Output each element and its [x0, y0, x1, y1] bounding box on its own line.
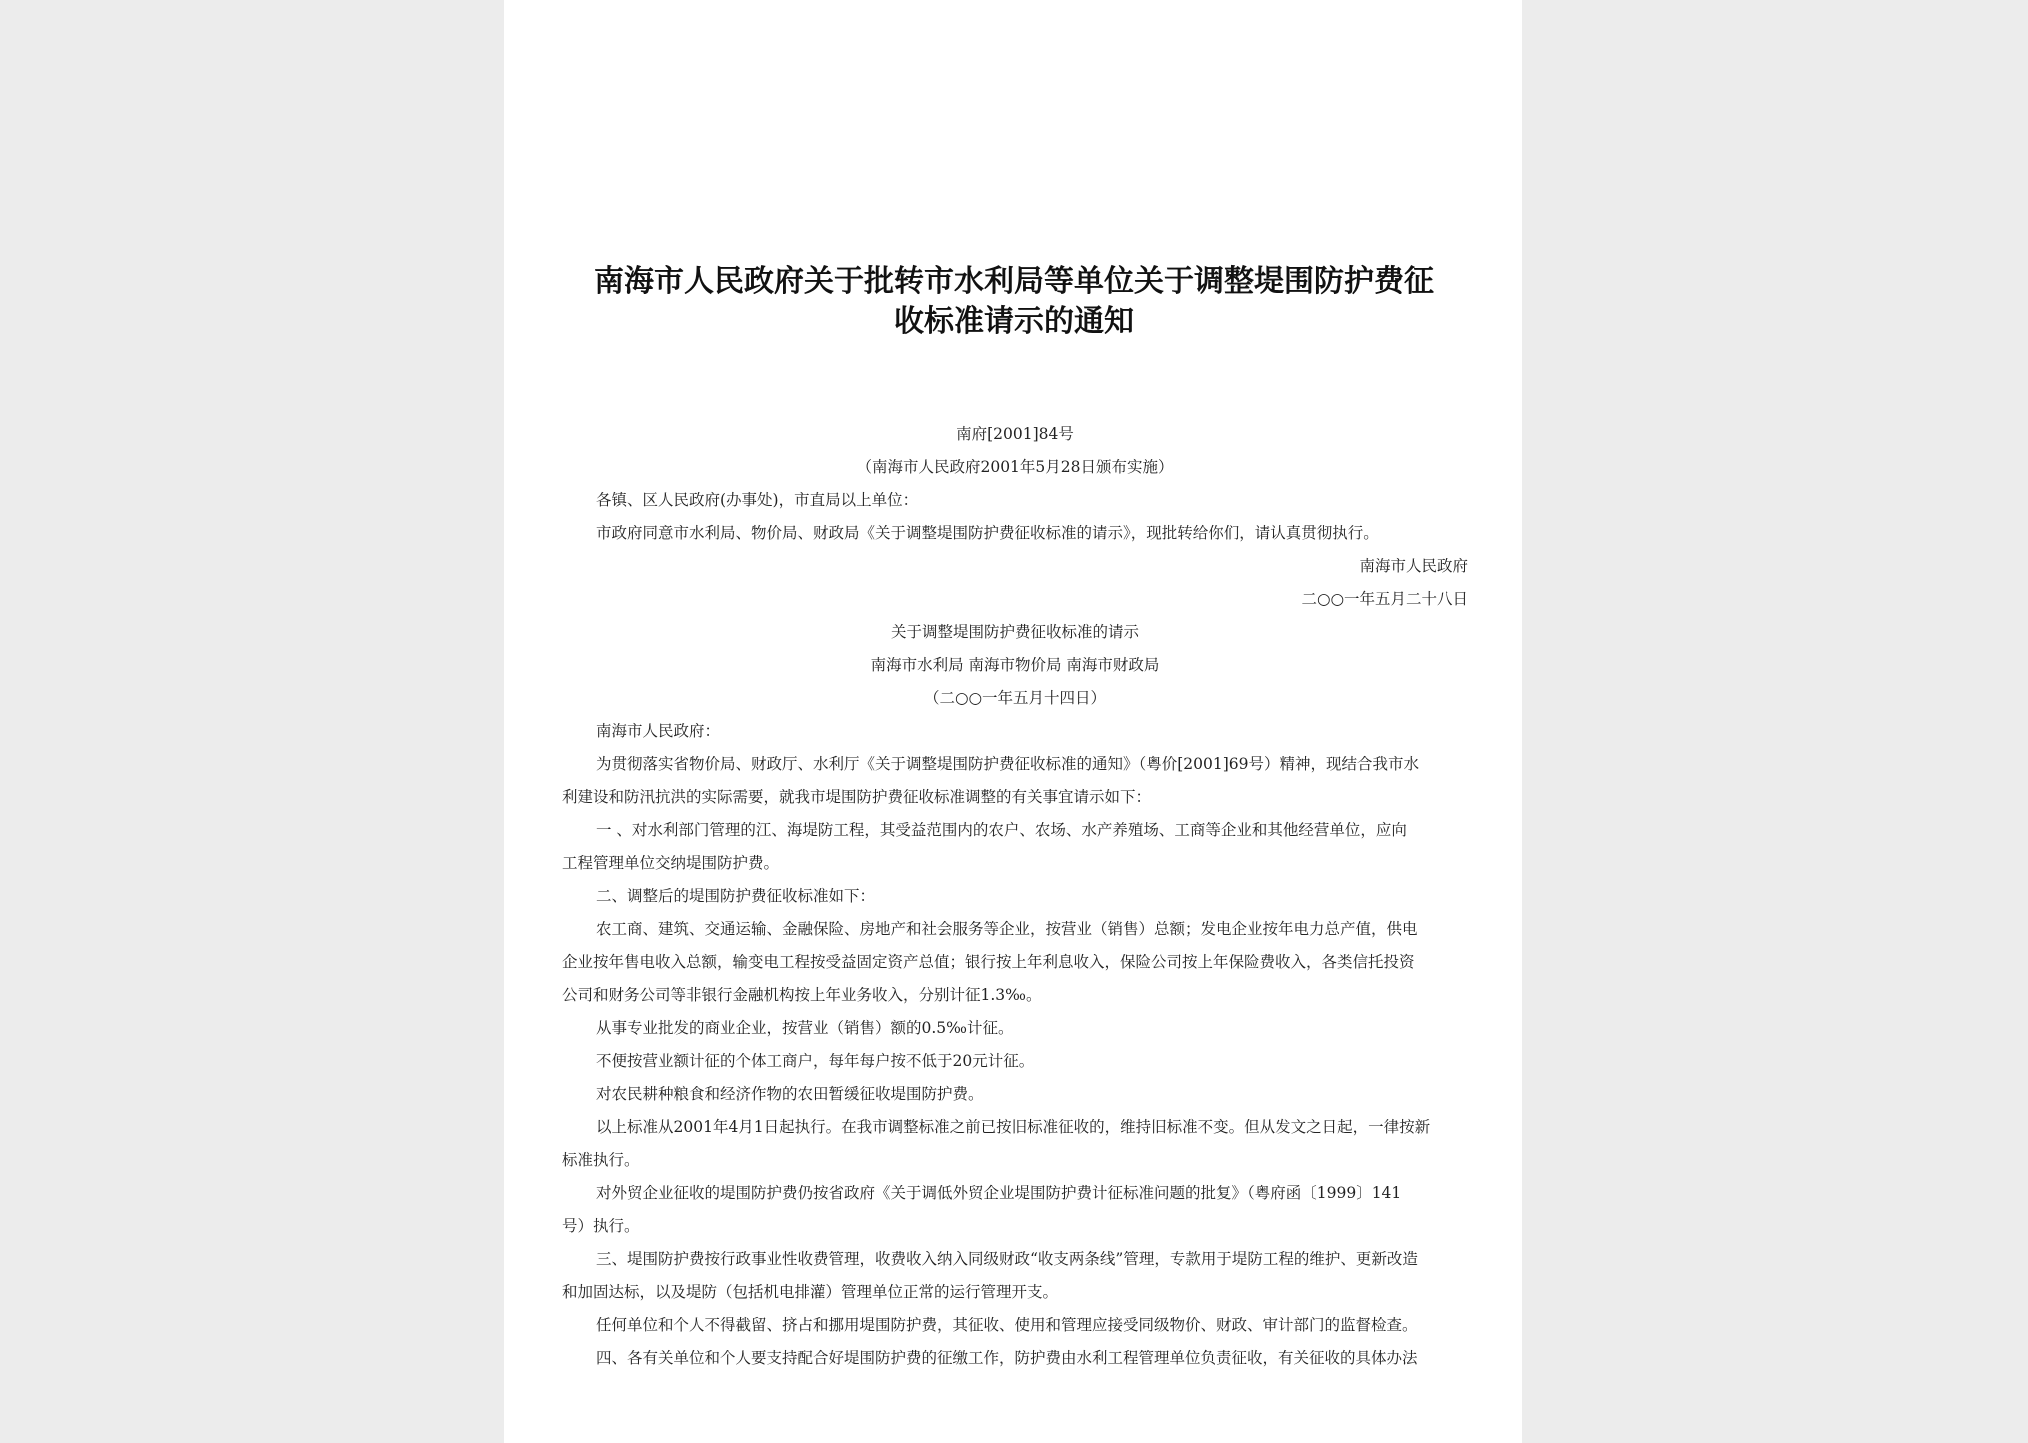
body-line: 一 、对水利部门管理的江、海堤防工程，其受益范围内的农户、农场、水产养殖场、工商等企业和其他经营单位，应向 — [596, 821, 1407, 839]
body-line: 和加固达标，以及堤防（包括机电排灌）管理单位正常的运行管理开支。 — [562, 1283, 1059, 1301]
body-line: 对外贸企业征收的堤围防护费仍按省政府《关于调低外贸企业堤围防护费计征标准问题的批复》（粤府函〔1999〕141 — [596, 1184, 1402, 1202]
signature-org: 南海市人民政府 — [1359, 557, 1468, 575]
body-line: 公司和财务公司等非银行金融机构按上年业务收入，分别计征1.3‰。 — [562, 986, 1042, 1004]
document-page — [504, 0, 1522, 1443]
body-line: 为贯彻落实省物价局、财政厅、水利厅《关于调整堤围防护费征收标准的通知》（粤价[2001]69号）精神，现结合我市水 — [596, 755, 1420, 773]
body-line: 以上标准从2001年4月1日起执行。在我市调整标准之前已按旧标准征收的，维持旧标准不变。但从发文之日起，一律按新 — [596, 1118, 1431, 1136]
document-title: 南海市人民政府关于批转市水利局等单位关于调整堤围防护费征收标准请示的通知 — [594, 264, 1434, 339]
issue-note: （南海市人民政府2001年5月28日颁布实施） — [856, 458, 1174, 476]
request-addressee: 南海市人民政府： — [596, 722, 721, 740]
request-orgs: 南海市水利局 南海市物价局 南海市财政局 — [870, 656, 1160, 674]
body-line: 企业按年售电收入总额，输变电工程按受益固定资产总值；银行按上年利息收入，保险公司按上年保险费收入，各类信托投资 — [562, 953, 1415, 971]
request-title: 关于调整堤围防护费征收标准的请示 — [890, 623, 1139, 641]
body-line: 四、各有关单位和个人要支持配合好堤围防护费的征缴工作，防护费由水利工程管理单位负责征收，有关征收的具体办法 — [596, 1349, 1418, 1367]
doc-number: 南府[2001]84号 — [956, 425, 1074, 443]
body-line: 从事专业批发的商业企业，按营业（销售）额的0.5‰计征。 — [596, 1019, 1014, 1037]
body-line: 对农民耕种粮食和经济作物的农田暂缓征收堤围防护费。 — [596, 1085, 984, 1103]
addressee: 各镇、区人民政府(办事处)，市直局以上单位： — [596, 491, 919, 509]
body-line: 工程管理单位交纳堤围防护费。 — [562, 854, 780, 872]
request-date: （二○○一年五月十四日） — [923, 689, 1107, 707]
intro-paragraph: 市政府同意市水利局、物价局、财政局《关于调整堤围防护费征收标准的请示》，现批转给你们，请认真贯彻执行。 — [596, 524, 1379, 542]
body-line: 农工商、建筑、交通运输、金融保险、房地产和社会服务等企业，按营业（销售）总额；发电企业按年电力总产值，供电 — [596, 920, 1418, 938]
body-line: 三、堤围防护费按行政事业性收费管理，收费收入纳入同级财政“收支两条线”管理，专款用于堤防工程的维护、更新改造 — [596, 1250, 1418, 1268]
signature-date: 二○○一年五月二十八日 — [1301, 590, 1468, 608]
body-line: 不便按营业额计征的个体工商户，每年每户按不低于20元计征。 — [596, 1052, 1035, 1070]
document-body — [562, 418, 1468, 1375]
body-line: 任何单位和个人不得截留、挤占和挪用堤围防护费，其征收、使用和管理应接受同级物价、财政、审计部门的监督检查。 — [596, 1316, 1418, 1334]
body-line: 标准执行。 — [562, 1151, 640, 1169]
body-line: 二、调整后的堤围防护费征收标准如下： — [596, 887, 876, 905]
body-line: 号）执行。 — [562, 1217, 640, 1235]
body-line: 利建设和防汛抗洪的实际需要，就我市堤围防护费征收标准调整的有关事宜请示如下： — [562, 788, 1152, 806]
